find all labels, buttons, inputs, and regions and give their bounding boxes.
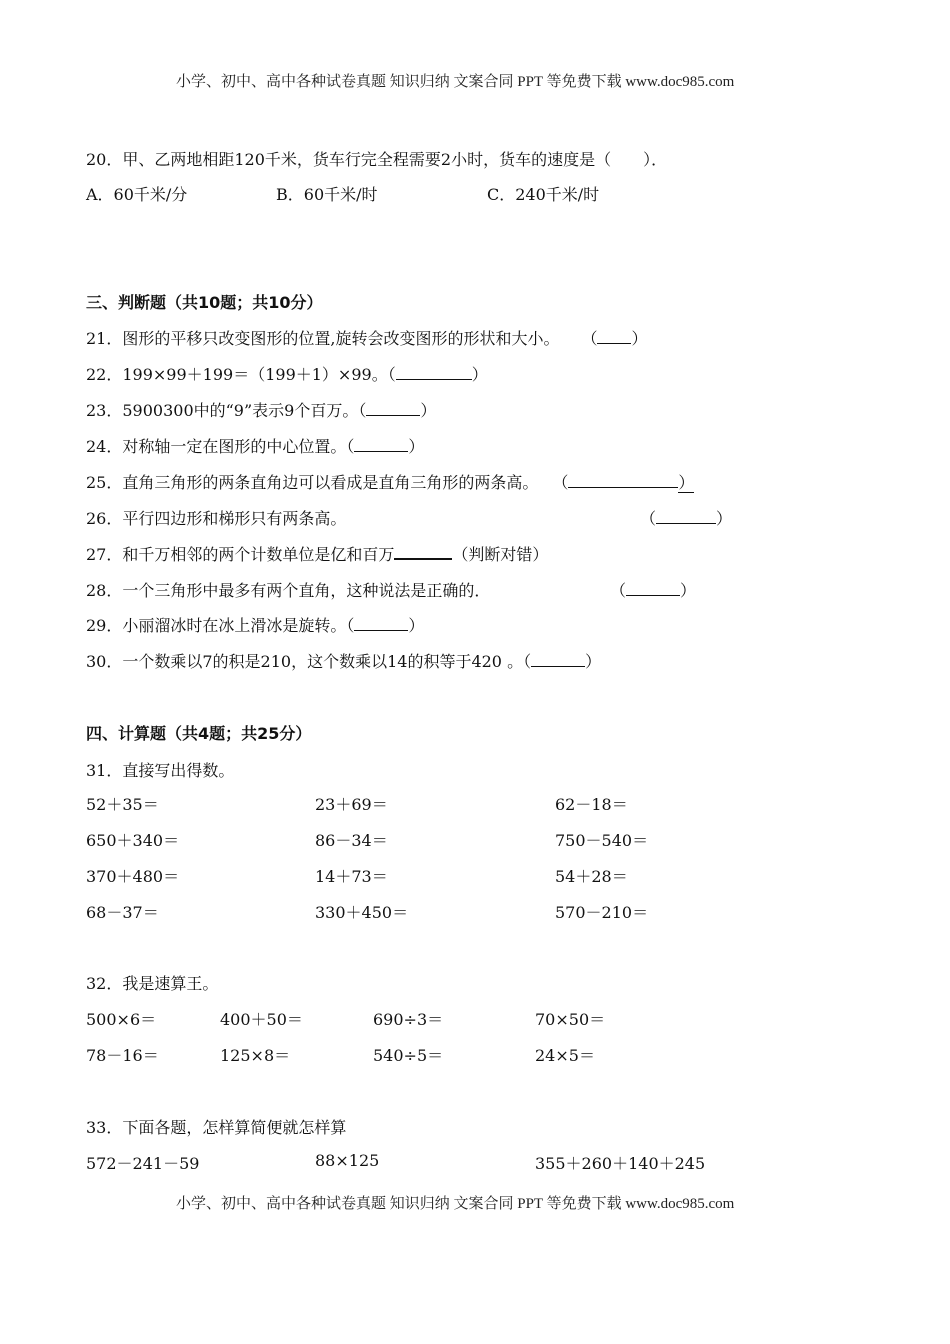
question-text: 25．直角三角形的两条直角边可以看成是直角三角形的两条高。: [86, 473, 539, 492]
answer-blank[interactable]: [568, 473, 678, 488]
answer-blank[interactable]: [531, 652, 585, 667]
q20-option-b: B．60千米/时: [276, 185, 378, 204]
question-28-answer: （ ）: [610, 581, 697, 600]
question-text: 30．一个数乘以7的积是210，这个数乘以14的积等于420 。: [86, 652, 524, 671]
q32-item: 125×8＝: [220, 1046, 291, 1065]
section-4-title: 四、计算题（共4题；共25分）: [86, 724, 312, 743]
page-header: 小学、初中、高中各种试卷真题 知识归纳 文案合同 PPT 等免费下载 www.doc985.com: [176, 74, 735, 90]
question-23: 23．5900300中的“9”表示9个百万。（ ）: [86, 401, 437, 420]
page-footer: 小学、初中、高中各种试卷真题 知识归纳 文案合同 PPT 等免费下载 www.doc985.com: [176, 1196, 735, 1212]
q33-item: 355＋260＋140＋245: [535, 1154, 706, 1173]
q32-item: 70×50＝: [535, 1010, 606, 1029]
q31-item: 62－18＝: [555, 795, 628, 814]
answer-blank[interactable]: [394, 544, 452, 560]
q20-option-a: A．60千米/分: [86, 185, 188, 204]
q20-stem: 20．甲、乙两地相距120千米，货车行完全程需要2小时，货车的速度是（ ）．: [86, 150, 668, 169]
q31-item: 370＋480＝: [86, 867, 180, 886]
q33-item: 88×125: [315, 1151, 380, 1170]
q31-item: 650＋340＝: [86, 831, 180, 850]
question-text: 27．和千万相邻的两个计数单位是亿和百万: [86, 545, 395, 564]
question-text: 24．对称轴一定在图形的中心位置。: [86, 437, 347, 456]
answer-blank[interactable]: [366, 401, 420, 416]
q32-item: 540÷5＝: [373, 1046, 444, 1065]
q31-item: 750－540＝: [555, 831, 649, 850]
q32-item: 24×5＝: [535, 1046, 595, 1065]
q31-item: 14＋73＝: [315, 867, 388, 886]
answer-blank[interactable]: [626, 581, 680, 596]
question-text: 26．平行四边形和梯形只有两条高。: [86, 509, 347, 528]
q20-option-c: C．240千米/时: [487, 185, 600, 204]
question-text: 21．图形的平移只改变图形的位置,旋转会改变图形的形状和大小。: [86, 329, 560, 348]
question-25: 25．直角三角形的两条直角边可以看成是直角三角形的两条高。 （ ）: [86, 473, 695, 492]
q32-item: 400＋50＝: [220, 1010, 303, 1029]
q32-title: 32．我是速算王。: [86, 974, 219, 993]
answer-blank[interactable]: [354, 437, 408, 452]
q31-item: 68－37＝: [86, 903, 159, 922]
q33-item: 572－241－59: [86, 1154, 200, 1173]
section-3-title: 三、判断题（共10题；共10分）: [86, 293, 323, 312]
q33-title: 33．下面各题，怎样算简便就怎样算: [86, 1118, 347, 1137]
question-text: 22．199×99＋199＝（199＋1）×99。: [86, 365, 388, 384]
q31-title: 31．直接写出得数。: [86, 761, 235, 780]
q31-item: 54＋28＝: [555, 867, 628, 886]
answer-blank[interactable]: [656, 509, 716, 524]
question-text: 29．小丽溜冰时在冰上滑冰是旋转。: [86, 616, 347, 635]
question-21: 21．图形的平移只改变图形的位置,旋转会改变图形的形状和大小。 （ ）: [86, 329, 648, 348]
question-27: 27．和千万相邻的两个计数单位是亿和百万 （判断对错）: [86, 545, 549, 564]
question-28: [86, 578, 490, 601]
question-text: 23．5900300中的“9”表示9个百万。: [86, 401, 359, 420]
q31-item: 330＋450＝: [315, 903, 409, 922]
answer-blank[interactable]: [354, 616, 408, 631]
question-24: 24．对称轴一定在图形的中心位置。（ ）: [86, 437, 425, 456]
question-26-answer: （ ）: [640, 509, 733, 528]
question-text: 28．一个三角形中最多有两个直角，这种说法是正确的．: [86, 581, 491, 600]
q31-item: 570－210＝: [555, 903, 649, 922]
question-29: 29．小丽溜冰时在冰上滑冰是旋转。（ ）: [86, 616, 425, 635]
q32-item: 500×6＝: [86, 1010, 157, 1029]
question-22: 22．199×99＋199＝（199＋1）×99。（ ）: [86, 365, 488, 384]
q31-item: 52＋35＝: [86, 795, 159, 814]
q31-item: 86－34＝: [315, 831, 388, 850]
question-26: [86, 506, 346, 529]
q32-item: 78－16＝: [86, 1046, 159, 1065]
q32-item: 690÷3＝: [373, 1010, 444, 1029]
answer-blank[interactable]: [597, 329, 631, 344]
answer-blank[interactable]: [396, 365, 472, 380]
question-30: 30．一个数乘以7的积是210，这个数乘以14的积等于420 。（ ）: [86, 652, 602, 671]
q31-item: 23＋69＝: [315, 795, 388, 814]
